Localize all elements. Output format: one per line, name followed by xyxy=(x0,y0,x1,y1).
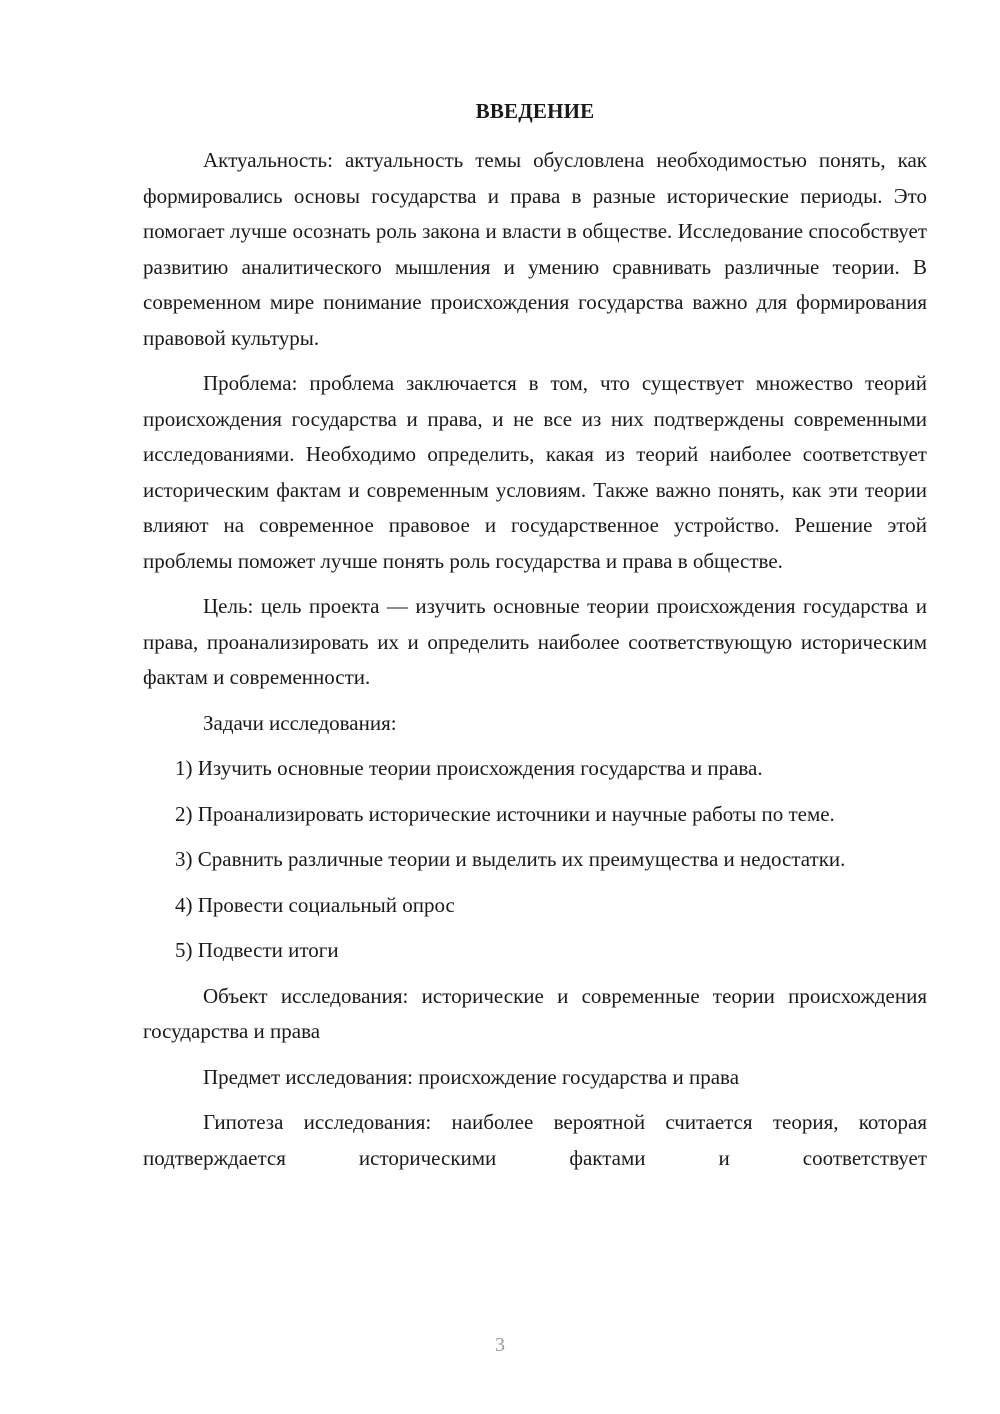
page-title: ВВЕДЕНИЕ xyxy=(475,99,595,123)
goal-paragraph: Цель: цель проекта — изучить основные теории происхождения государства и права, проанализировать их и определить наиболее соответствующую историческим фактам и современности. xyxy=(143,594,927,689)
subject-paragraph: Предмет исследования: происхождение государства и права xyxy=(203,1064,740,1089)
object-paragraph: Объект исследования: исторические и современные теории происхождения государства и права xyxy=(143,983,927,1043)
page-content xyxy=(143,96,927,1176)
problem-paragraph: Проблема: проблема заключается в том, что существует множество теорий происхождения государства и права, и не все из них подтверждены современными исследованиями. Необходимо определить, какая из теорий наиболее соответствует историческим фактам и современным условиям. Также важно понять, как эти теории влияют на современное правовое и государственное устройство. Решение этой проблемы поможет лучше понять роль государства и права в обществе. xyxy=(143,371,927,573)
task-item: 3) Сравнить различные теории и выделить их преимущества и недостатки. xyxy=(175,847,846,871)
page-number: 3 xyxy=(495,1334,505,1356)
relevance-paragraph: Актуальность: актуальность темы обусловлена необходимостью понять, как формировались основы государства и права в разные исторические периоды. Это помогает лучше осознать роль закона и власти в обществе. Исследование способствует развитию аналитического мышления и умению сравнивать различные теории. В современном мире понимание происхождения государства важно для формирования правовой культуры. xyxy=(143,148,927,350)
task-item: 5) Подвести итоги xyxy=(175,938,339,962)
task-item: 2) Проанализировать исторические источники и научные работы по теме. xyxy=(175,801,835,826)
tasks-heading: Задачи исследования: xyxy=(203,710,397,735)
task-item: 4) Провести социальный опрос xyxy=(175,892,455,917)
hypothesis-paragraph: Гипотеза исследования: наиболее вероятной считается теория, которая подтверждается историческими фактами и соответствует xyxy=(143,1110,927,1170)
task-item: 1) Изучить основные теории происхождения государства и права. xyxy=(175,756,763,780)
